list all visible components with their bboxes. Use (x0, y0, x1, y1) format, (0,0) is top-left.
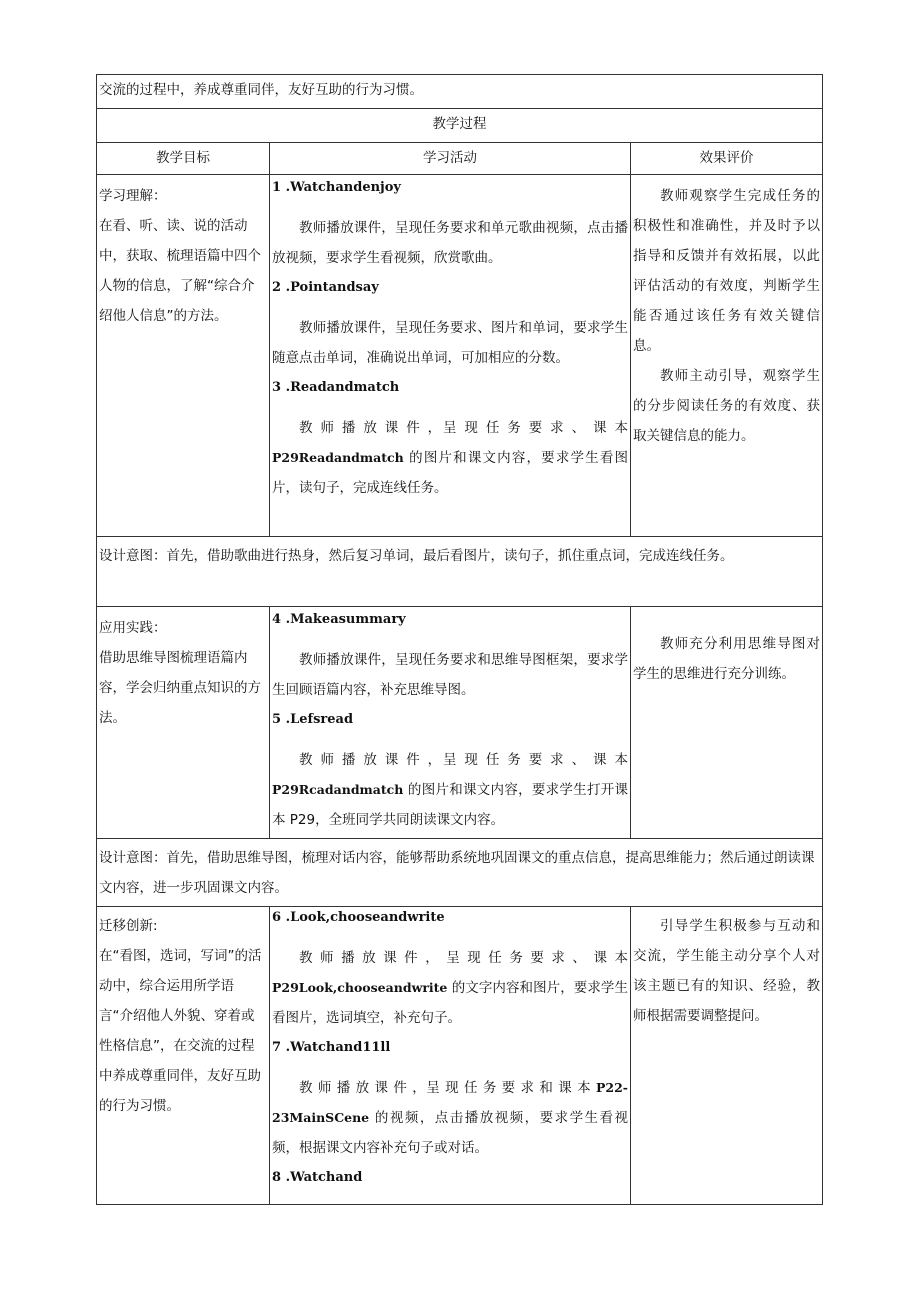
top-text: 交流的过程中，养成尊重同伴，友好互助的行为习惯。 (97, 75, 823, 109)
lesson-plan-table (96, 74, 823, 1205)
step4-title: 4 .Makeasummary (272, 612, 406, 627)
section-title: 教学过程 (97, 109, 823, 143)
step7-title: 7 .Watchand11ll (272, 1040, 391, 1055)
block1-row (97, 175, 823, 537)
block2-eval (631, 607, 823, 839)
block2-goal-text: 借助思维导图梳理语篇内容，学会归纳重点知识的方法。 (99, 650, 261, 726)
block1-goal (97, 175, 270, 537)
block3-activity-clip (272, 907, 628, 1203)
block1-eval-2: 教师主动引导，观察学生的分步阅读任务的有效度、获取关键信息的能力。 (633, 368, 821, 444)
step3-text (272, 413, 628, 503)
header-goal: 教学目标 (97, 143, 270, 175)
block1-eval-1: 教师观察学生完成任务的积极性和准确性，并及时予以指导和反馈并有效拓展，以此评估活动的有效度，判断学生能否通过该任务有效关键信息。 (633, 188, 821, 354)
block2-eval-1: 教师充分利用思维导图对学生的思维进行充分训练。 (633, 636, 821, 682)
header-row (97, 143, 823, 175)
block1-goal-title: 学习理解： (99, 188, 167, 204)
design2-row (97, 839, 823, 907)
step2-title: 2 .Pointandsay (272, 280, 379, 295)
header-activity: 学习活动 (270, 143, 631, 175)
block3-activity (270, 907, 631, 1205)
block1-activity (270, 175, 631, 537)
step7-text-en: P22-23MainSCene (272, 1080, 628, 1125)
design1-text: 设计意图：首先，借助歌曲进行热身，然后复习单词，最后看图片，读句子，抓住重点词，完成连线任务。 (97, 537, 823, 607)
step3-title: 3 .Readandmatch (272, 380, 400, 395)
step7-text-pre: 教 师 播 放 课 件 ，呈 现 任 务 要 求 和 课 本 (299, 1080, 597, 1096)
document-page (96, 74, 822, 1205)
step5-text (272, 745, 628, 835)
block3-eval-1: 引导学生积极参与互动和交流，学生能主动分享个人对该主题已有的知识、经验，教师根据需要调整提问。 (633, 918, 821, 1024)
top-row (97, 75, 823, 109)
block3-goal (97, 907, 270, 1205)
block3-goal-title: 迁移创新: (99, 918, 158, 934)
block1-eval (631, 175, 823, 537)
step6-text-post: 的文字内容和图片，要求学生看图片，选词填空，补充句子。 (272, 980, 628, 1026)
step3-text-post: 的图片和课文内容，要求学生看图片，读句子，完成连线任务。 (272, 450, 628, 496)
step5-text-post: 的图片和课文内容，要求学生打开课本 P29，全班同学共同朗读课文内容。 (272, 782, 628, 828)
step2-text: 教师播放课件，呈现任务要求、图片和单词，要求学生随意点击单词，准确说出单词，可加相应的分数。 (272, 320, 628, 366)
design1-row (97, 537, 823, 607)
step1-title: 1 .Watchandenjoy (272, 180, 401, 195)
step3-text-pre: 教 师 播 放 课 件 ，呈 现 任 务 要 求 、 课 本 (299, 420, 628, 436)
block2-row (97, 607, 823, 839)
step7-text-post: 的视频，点击播放视频，要求学生看视频，根据课文内容补充句子或对话。 (272, 1110, 628, 1156)
step5-title: 5 .Lefsread (272, 712, 354, 727)
step6-title: 6 .Look,chooseandwrite (272, 910, 445, 925)
step7-text (272, 1073, 628, 1163)
block1-goal-text: 在看、听、读、说的活动中，获取、梳理语篇中四个人物的信息，了解“综合介绍他人信息”的方法。 (99, 218, 261, 324)
section-title-row (97, 109, 823, 143)
design2-text: 设计意图：首先，借助思维导图，梳理对话内容，能够帮助系统地巩固课文的重点信息，提高思维能力；然后通过朗读课文内容，进一步巩固课文内容。 (97, 839, 823, 907)
step3-text-en: P29Readandmatch (272, 450, 404, 465)
block3-eval (631, 907, 823, 1205)
step6-text-en: P29Look,chooseandwrite (272, 980, 448, 995)
block2-activity (270, 607, 631, 839)
block3-row (97, 907, 823, 1205)
step4-text: 教师播放课件，呈现任务要求和思维导图框架，要求学生回顾语篇内容，补充思维导图。 (272, 652, 628, 698)
step6-text (272, 943, 628, 1033)
block2-goal-title: 应用实践： (99, 620, 167, 636)
header-evaluation: 效果评价 (631, 143, 823, 175)
step5-text-pre: 教 师 播 放 课 件 ，呈 现 任 务 要 求 、 课 本 (299, 752, 628, 768)
step1-text: 教师播放课件，呈现任务要求和单元歌曲视频，点击播放视频，要求学生看视频，欣赏歌曲。 (272, 220, 628, 266)
step5-text-en: P29Rcadandmatch (272, 782, 404, 797)
block3-goal-text: 在“看图，选词，写词”的活动中，综合运用所学语言“介绍他人外貌、穿着或性格信息”，在交流的过程中养成尊重同伴，友好互助的行为习惯。 (99, 948, 262, 1114)
block2-goal (97, 607, 270, 839)
step6-text-pre: 教 师 播 放 课 件 ， 呈 现 任 务 要 求 、 课 本 (299, 950, 628, 966)
block2-activity-clip (272, 607, 628, 837)
step8-title: 8 .Watchand (272, 1170, 363, 1185)
